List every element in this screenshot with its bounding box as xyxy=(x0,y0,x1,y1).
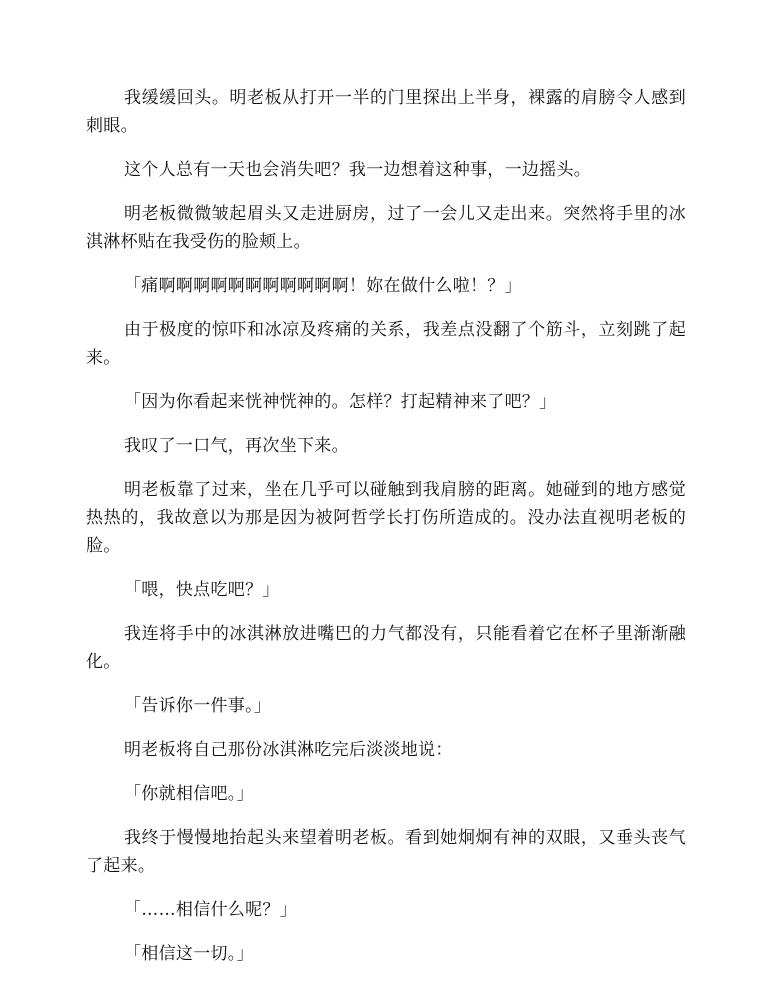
paragraph: 明老板靠了过来，坐在几乎可以碰触到我肩膀的距离。她碰到的地方感觉热热的，我故意以为那是因为被阿哲学长打伤所造成的。没办法直视明老板的脸。 xyxy=(86,480,686,556)
paragraph: 「……相信什么呢？」 xyxy=(124,900,297,920)
paragraph: 「喂，快点吃吧？」 xyxy=(124,580,280,600)
paragraph: 「痛啊啊啊啊啊啊啊啊啊啊啊！妳在做什么啦！？」 xyxy=(124,276,522,296)
paragraph: 「相信这一切。」 xyxy=(124,944,254,964)
body-text xyxy=(86,84,686,984)
paragraph: 我缓缓回头。明老板从打开一半的门里探出上半身，裸露的肩膀令人感到刺眼。 xyxy=(86,88,686,136)
paragraph: 「你就相信吧。」 xyxy=(124,784,254,804)
paragraph: 明老板将自己那份冰淇淋吃完后淡淡地说： xyxy=(124,740,453,760)
paragraph: 由于极度的惊吓和冰凉及疼痛的关系，我差点没翻了个筋斗，立刻跳了起来。 xyxy=(86,320,686,368)
paragraph: 我终于慢慢地抬起头来望着明老板。看到她炯炯有神的双眼，又垂头丧气了起来。 xyxy=(86,828,686,876)
paragraph: 这个人总有一天也会消失吧？我一边想着这种事，一边摇头。 xyxy=(124,160,592,180)
paragraph: 明老板微微皱起眉头又走进厨房，过了一会儿又走出来。突然将手里的冰淇淋杯贴在我受伤的脸颊上。 xyxy=(86,204,686,252)
paragraph: 我连将手中的冰淇淋放进嘴巴的力气都没有，只能看着它在杯子里渐渐融化。 xyxy=(86,624,686,672)
paragraph: 「告诉你一件事。」 xyxy=(124,696,272,716)
paragraph: 「因为你看起来恍神恍神的。怎样？打起精神来了吧？」 xyxy=(124,392,557,412)
paragraph: 我叹了一口气，再次坐下来。 xyxy=(124,436,349,456)
